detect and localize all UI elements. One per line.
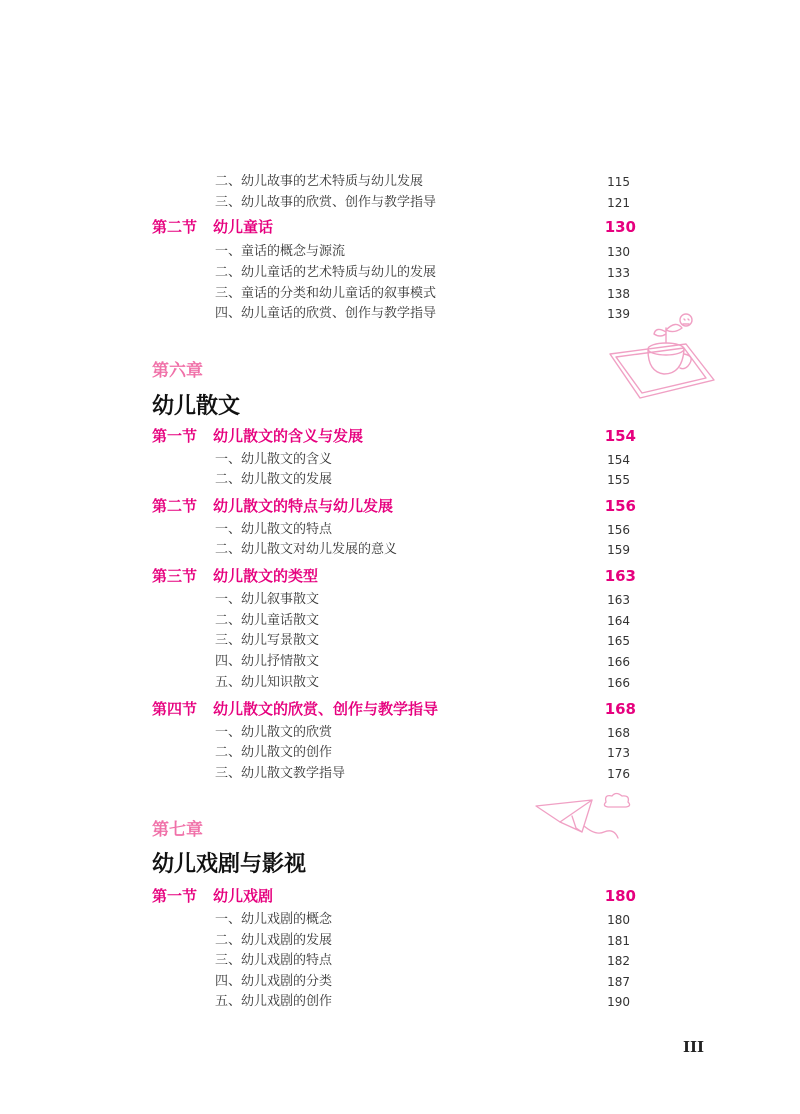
toc-item-page: 164 — [607, 614, 630, 628]
toc-item-label: 二、幼儿戏剧的发展 — [215, 933, 333, 948]
toc-item-page: 166 — [607, 676, 630, 690]
toc-item-label: 二、幼儿散文的发展 — [215, 472, 333, 487]
toc-section[interactable] — [0, 495, 800, 517]
toc-item-page: 154 — [607, 453, 630, 467]
section-number: 第三节 — [152, 567, 198, 585]
toc-item-label: 三、幼儿戏剧的特点 — [215, 953, 333, 968]
toc-item-page: 138 — [607, 287, 630, 301]
toc-item-page: 181 — [607, 934, 630, 948]
section-page: 180 — [604, 887, 636, 905]
section-page: 156 — [604, 497, 636, 515]
toc-item-label: 四、幼儿戏剧的分类 — [215, 974, 333, 989]
section-number: 第四节 — [152, 700, 198, 718]
toc-item[interactable] — [0, 283, 800, 305]
toc-item-label: 二、幼儿故事的艺术特质与幼儿发展 — [215, 174, 424, 189]
toc-item[interactable] — [0, 722, 800, 744]
toc-item-page: 190 — [607, 995, 630, 1009]
toc-item-label: 一、幼儿戏剧的概念 — [215, 912, 333, 927]
toc-item-page: 182 — [607, 954, 630, 968]
toc-item[interactable] — [0, 672, 800, 694]
teacup-plant-icon — [600, 308, 718, 404]
toc-item-label: 二、幼儿散文对幼儿发展的意义 — [215, 542, 398, 557]
section-title: 幼儿散文的类型 — [213, 567, 319, 585]
section-title: 幼儿散文的含义与发展 — [213, 427, 364, 445]
chapter-number: 第七章 — [152, 820, 203, 840]
toc-item-label: 一、幼儿散文的欣赏 — [215, 725, 333, 740]
section-page: 130 — [604, 218, 636, 236]
toc-item[interactable] — [0, 262, 800, 284]
toc-item-label: 五、幼儿戏剧的创作 — [215, 994, 333, 1009]
toc-item-page: 165 — [607, 634, 630, 648]
toc-item[interactable] — [0, 469, 800, 491]
section-number: 第一节 — [152, 887, 198, 905]
toc-item-page: 176 — [607, 767, 630, 781]
toc-item[interactable] — [0, 991, 800, 1013]
toc-item-page: 173 — [607, 746, 630, 760]
toc-item-label: 一、童话的概念与源流 — [215, 244, 346, 259]
section-page: 168 — [604, 700, 636, 718]
section-title: 幼儿散文的特点与幼儿发展 — [213, 497, 394, 515]
toc-item-label: 三、幼儿写景散文 — [215, 633, 320, 648]
toc-item[interactable] — [0, 909, 800, 931]
toc-item[interactable] — [0, 539, 800, 561]
chapter-title: 幼儿戏剧与影视 — [152, 852, 307, 877]
section-title: 幼儿散文的欣赏、创作与教学指导 — [213, 700, 439, 718]
section-title: 幼儿戏剧 — [213, 887, 274, 905]
toc-item[interactable] — [0, 630, 800, 652]
toc-item-label: 三、童话的分类和幼儿童话的叙事模式 — [215, 286, 437, 301]
chapter-number: 第六章 — [152, 361, 203, 381]
toc-item-label: 三、幼儿故事的欣赏、创作与教学指导 — [215, 195, 437, 210]
toc-item[interactable] — [0, 171, 800, 193]
toc-item-page: 159 — [607, 543, 630, 557]
section-number: 第二节 — [152, 497, 198, 515]
toc-item[interactable] — [0, 449, 800, 471]
toc-item-page: 133 — [607, 266, 630, 280]
section-number: 第一节 — [152, 427, 198, 445]
toc-section[interactable] — [0, 698, 800, 720]
toc-item[interactable] — [0, 589, 800, 611]
toc-item-label: 五、幼儿知识散文 — [215, 675, 320, 690]
toc-item-page: 168 — [607, 726, 630, 740]
toc-item[interactable] — [0, 950, 800, 972]
section-number: 第二节 — [152, 218, 198, 236]
toc-item-label: 二、幼儿童话的艺术特质与幼儿的发展 — [215, 265, 437, 280]
toc-item-page: 180 — [607, 913, 630, 927]
toc-item[interactable] — [0, 763, 800, 785]
toc-item-page: 156 — [607, 523, 630, 537]
toc-section[interactable] — [0, 425, 800, 447]
toc-item-label: 一、幼儿散文的含义 — [215, 452, 333, 467]
toc-item[interactable] — [0, 192, 800, 214]
toc-item[interactable] — [0, 519, 800, 541]
section-page: 154 — [604, 427, 636, 445]
toc-item-page: 139 — [607, 307, 630, 321]
toc-item[interactable] — [0, 610, 800, 632]
toc-item[interactable] — [0, 241, 800, 263]
toc-item-page: 163 — [607, 593, 630, 607]
toc-item-page: 121 — [607, 196, 630, 210]
toc-item-label: 二、幼儿童话散文 — [215, 613, 320, 628]
toc-item-page: 155 — [607, 473, 630, 487]
paper-plane-icon — [532, 792, 638, 848]
toc-item-label: 一、幼儿叙事散文 — [215, 592, 320, 607]
page-number: III — [683, 1038, 705, 1056]
toc-item-label: 四、幼儿童话的欣赏、创作与教学指导 — [215, 306, 437, 321]
toc-item-page: 130 — [607, 245, 630, 259]
section-page: 163 — [604, 567, 636, 585]
toc-item-label: 四、幼儿抒情散文 — [215, 654, 320, 669]
toc-item-label: 一、幼儿散文的特点 — [215, 522, 333, 537]
chapter-title: 幼儿散文 — [152, 394, 241, 419]
toc-item-label: 二、幼儿散文的创作 — [215, 745, 333, 760]
toc-item[interactable] — [0, 971, 800, 993]
toc-section[interactable] — [0, 565, 800, 587]
toc-item-page: 187 — [607, 975, 630, 989]
toc-item[interactable] — [0, 742, 800, 764]
toc-item[interactable] — [0, 651, 800, 673]
toc-item-page: 166 — [607, 655, 630, 669]
toc-item-page: 115 — [607, 175, 630, 189]
toc-item[interactable] — [0, 930, 800, 952]
toc-item-label: 三、幼儿散文教学指导 — [215, 766, 346, 781]
section-title: 幼儿童话 — [213, 218, 274, 236]
toc-section[interactable] — [0, 216, 800, 238]
toc-section[interactable] — [0, 885, 800, 907]
